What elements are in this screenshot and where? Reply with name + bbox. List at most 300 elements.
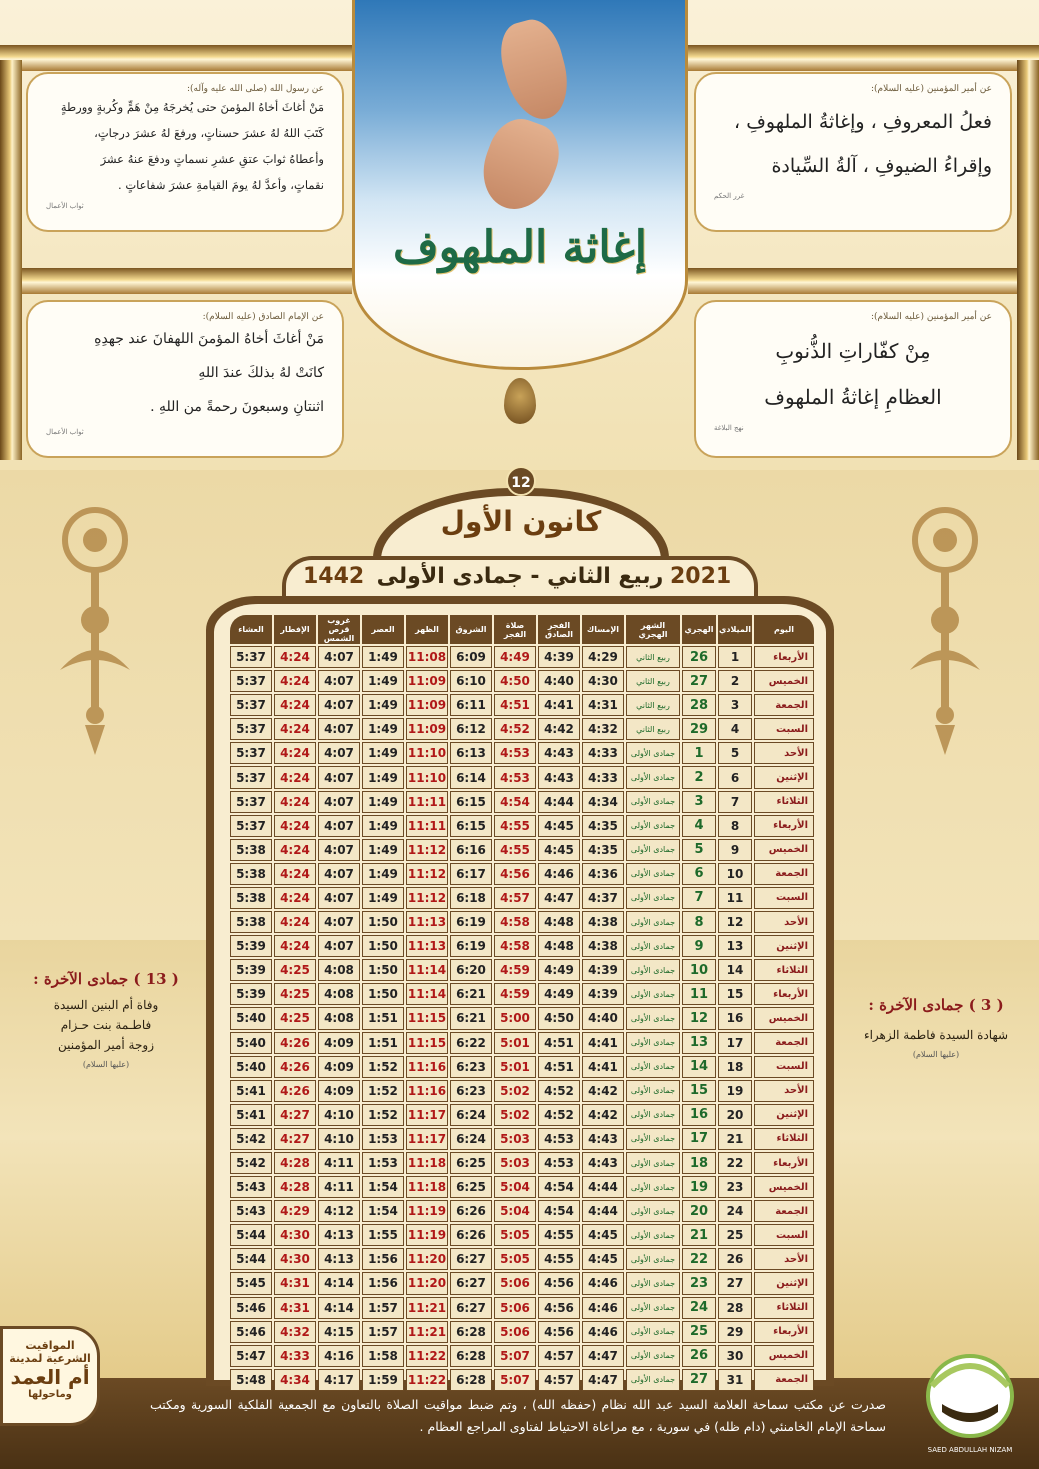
table-cell: 5:39	[230, 959, 272, 981]
table-cell: 22	[682, 1248, 716, 1270]
table-cell: السبت	[754, 1056, 814, 1078]
table-cell: جمادى الأولى	[626, 863, 680, 885]
table-cell: 5:07	[494, 1369, 536, 1391]
table-cell: 11:14	[406, 959, 448, 981]
table-cell: 4:24	[274, 935, 316, 957]
table-cell: 1:57	[362, 1321, 404, 1343]
table-cell: 4:07	[318, 911, 360, 933]
table-cell: 13	[682, 1032, 716, 1054]
table-cell: 4:08	[318, 1007, 360, 1029]
table-cell: جمادى الأولى	[626, 983, 680, 1005]
table-cell: 5:47	[230, 1345, 272, 1367]
note-line: وفاة أم البنين السيدة	[53, 998, 159, 1012]
table-cell: 10	[682, 959, 716, 981]
column-header: العشاء	[230, 615, 272, 644]
table-cell: 4:31	[274, 1297, 316, 1319]
column-header: العصر	[362, 615, 404, 644]
table-cell: 4:31	[274, 1272, 316, 1294]
quote-panel-bottom-left	[26, 300, 344, 458]
table-cell: 1:52	[362, 1056, 404, 1078]
table-cell: 11:10	[406, 742, 448, 764]
column-header: الهجري	[682, 615, 716, 644]
table-cell: جمادى الأولى	[626, 1321, 680, 1343]
table-cell: جمادى الأولى	[626, 766, 680, 788]
table-cell: 29	[682, 718, 716, 740]
table-cell: 5:43	[230, 1176, 272, 1198]
table-cell: 4:55	[494, 839, 536, 861]
column-header: الإفطار	[274, 615, 316, 644]
table-cell: 29	[718, 1321, 752, 1343]
table-cell: جمادى الأولى	[626, 1369, 680, 1391]
table-cell: 4:56	[538, 1321, 580, 1343]
table-cell: 4:57	[538, 1369, 580, 1391]
table-cell: 17	[718, 1032, 752, 1054]
table-cell: 10	[718, 863, 752, 885]
table-cell: 5:40	[230, 1056, 272, 1078]
table-cell: الأحد	[754, 742, 814, 764]
city-box-line: المواقيت	[25, 1339, 75, 1352]
table-cell: 4:46	[582, 1272, 624, 1294]
table-row	[230, 670, 814, 692]
table-cell: الجمعة	[754, 1369, 814, 1391]
table-cell: جمادى الأولى	[626, 1007, 680, 1029]
column-header: الإمساك	[582, 615, 624, 644]
arch-finial-icon	[504, 378, 536, 424]
table-cell: 6:23	[450, 1056, 492, 1078]
quote-source: عن رسول الله (صلى الله عليه وآله):	[186, 84, 324, 94]
table-cell: 4:07	[318, 839, 360, 861]
gold-bar-top-right	[688, 45, 1039, 71]
quote-reference: ثواب الأعمال	[46, 428, 84, 436]
table-cell: 4:39	[582, 959, 624, 981]
table-cell: 27	[682, 1369, 716, 1391]
table-cell: 6:09	[450, 646, 492, 668]
table-cell: 4:53	[538, 1152, 580, 1174]
table-row	[230, 766, 814, 788]
table-cell: 6:10	[450, 670, 492, 692]
table-cell: 24	[718, 1200, 752, 1222]
table-cell: 1:49	[362, 815, 404, 837]
table-cell: الثلاثاء	[754, 1128, 814, 1150]
table-cell: 4:49	[538, 959, 580, 981]
table-cell: 18	[682, 1152, 716, 1174]
note-right	[846, 996, 1026, 1059]
table-cell: 4:26	[274, 1032, 316, 1054]
table-cell: 14	[718, 959, 752, 981]
gold-bar-mid-left	[0, 268, 352, 294]
table-cell: 4:54	[494, 791, 536, 813]
table-cell: 5:46	[230, 1297, 272, 1319]
table-cell: 11:21	[406, 1297, 448, 1319]
column-header: الشهر الهجري	[626, 615, 680, 644]
table-cell: 4:11	[318, 1176, 360, 1198]
table-cell: 6	[718, 766, 752, 788]
table-cell: 11:11	[406, 791, 448, 813]
table-cell: جمادى الأولى	[626, 742, 680, 764]
table-cell: جمادى الأولى	[626, 815, 680, 837]
note-heading: ( 3 ) جمادى الآخرة :	[868, 996, 1004, 1014]
table-cell: 4:41	[538, 694, 580, 716]
table-cell: 4:39	[582, 983, 624, 1005]
table-cell: 5:37	[230, 646, 272, 668]
city-box-line: الشرعية لمدينة	[9, 1352, 91, 1365]
table-cell: 6:12	[450, 718, 492, 740]
table-cell: 11:16	[406, 1056, 448, 1078]
table-cell: 4:24	[274, 911, 316, 933]
table-cell: 5:37	[230, 766, 272, 788]
table-cell: 5:03	[494, 1128, 536, 1150]
table-cell: 12	[682, 1007, 716, 1029]
table-cell: 5:37	[230, 718, 272, 740]
table-cell: 6:28	[450, 1321, 492, 1343]
table-cell: 4:57	[494, 887, 536, 909]
table-row	[230, 1248, 814, 1270]
note-line: شهادة السيدة فاطمة الزهراء	[863, 1028, 1009, 1042]
table-cell: الخميس	[754, 1007, 814, 1029]
table-cell: 1:49	[362, 863, 404, 885]
quote-line: اثنتانِ وسبعونَ رحمةً من اللهِ .	[150, 399, 324, 415]
table-cell: ربيع الثاني	[626, 646, 680, 668]
table-row	[230, 1200, 814, 1222]
table-cell: 11:19	[406, 1200, 448, 1222]
table-cell: 4:40	[538, 670, 580, 692]
prayer-times-table	[228, 613, 816, 1393]
table-cell: 8	[718, 815, 752, 837]
table-cell: 3	[682, 791, 716, 813]
table-cell: 6:19	[450, 911, 492, 933]
table-cell: 1:53	[362, 1152, 404, 1174]
table-cell: 1:55	[362, 1224, 404, 1246]
table-cell: جمادى الأولى	[626, 911, 680, 933]
table-cell: 11:18	[406, 1176, 448, 1198]
table-cell: 2	[718, 670, 752, 692]
table-cell: 4:49	[538, 983, 580, 1005]
table-cell: 26	[682, 646, 716, 668]
table-cell: 5:39	[230, 983, 272, 1005]
table-cell: 6:21	[450, 1007, 492, 1029]
table-cell: 5:38	[230, 887, 272, 909]
table-cell: 5:46	[230, 1321, 272, 1343]
quote-line: كَتَبَ اللهُ لهُ عشرَ حسناتٍ، ورفعَ لهُ عشرَ درجاتٍ،	[94, 126, 324, 140]
table-cell: 6:26	[450, 1224, 492, 1246]
table-cell: الإثنين	[754, 766, 814, 788]
table-cell: ربيع الثاني	[626, 718, 680, 740]
month-name: كانون الأول	[440, 505, 602, 538]
table-cell: 9	[682, 935, 716, 957]
table-cell: الجمعة	[754, 1032, 814, 1054]
table-cell: 7	[718, 791, 752, 813]
table-cell: الجمعة	[754, 1200, 814, 1222]
table-cell: 1:51	[362, 1007, 404, 1029]
table-cell: 4:10	[318, 1104, 360, 1126]
table-cell: 1:49	[362, 839, 404, 861]
table-cell: 4:55	[494, 815, 536, 837]
table-cell: 5:40	[230, 1007, 272, 1029]
table-cell: 4	[718, 718, 752, 740]
table-cell: 5:43	[230, 1200, 272, 1222]
column-header: الميلادي	[718, 615, 752, 644]
table-cell: 4:25	[274, 959, 316, 981]
column-header: صلاة الفجر	[494, 615, 536, 644]
column-header: الفجر الصادق	[538, 615, 580, 644]
table-row	[230, 1032, 814, 1054]
table-cell: 4:28	[274, 1152, 316, 1174]
gold-post-right	[1017, 60, 1039, 460]
table-cell: 4:55	[538, 1224, 580, 1246]
table-cell: 4:26	[274, 1080, 316, 1102]
table-row	[230, 742, 814, 764]
table-cell: 28	[682, 694, 716, 716]
table-cell: 1:49	[362, 766, 404, 788]
table-cell: 5:02	[494, 1104, 536, 1126]
table-cell: 4:07	[318, 887, 360, 909]
quote-line: مَنْ أغاثَ أخاهُ المؤمنَ اللهفانَ عند جهدِهِ	[94, 331, 324, 347]
table-cell: 11:08	[406, 646, 448, 668]
table-row	[230, 1272, 814, 1294]
office-logo-icon	[920, 1346, 1020, 1458]
table-cell: 24	[682, 1297, 716, 1319]
table-cell: 1:54	[362, 1200, 404, 1222]
table-row	[230, 1104, 814, 1126]
table-cell: 11:09	[406, 718, 448, 740]
table-cell: 4:44	[538, 791, 580, 813]
table-cell: 4:33	[582, 742, 624, 764]
table-cell: 1:49	[362, 791, 404, 813]
table-cell: 6:26	[450, 1200, 492, 1222]
table-cell: الأحد	[754, 1080, 814, 1102]
table-cell: 4:51	[538, 1032, 580, 1054]
quote-panel-top-left	[26, 72, 344, 232]
table-cell: 16	[682, 1104, 716, 1126]
table-cell: 5:06	[494, 1297, 536, 1319]
table-cell: 4:07	[318, 742, 360, 764]
table-cell: 4:57	[538, 1345, 580, 1367]
table-cell: 5:06	[494, 1272, 536, 1294]
table-cell: 4:08	[318, 983, 360, 1005]
table-row	[230, 1176, 814, 1198]
table-cell: 11:14	[406, 983, 448, 1005]
table-cell: 4:14	[318, 1272, 360, 1294]
table-cell: جمادى الأولى	[626, 1248, 680, 1270]
table-cell: 4:24	[274, 791, 316, 813]
table-row	[230, 694, 814, 716]
table-cell: 4	[682, 815, 716, 837]
table-cell: 1:49	[362, 742, 404, 764]
city-name: أم العمد	[10, 1365, 90, 1389]
table-cell: 4:38	[582, 911, 624, 933]
table-cell: 4:46	[582, 1297, 624, 1319]
table-cell: 5:41	[230, 1104, 272, 1126]
table-cell: 4:27	[274, 1128, 316, 1150]
table-cell: 5:48	[230, 1369, 272, 1391]
table-cell: 8	[682, 911, 716, 933]
table-row	[230, 791, 814, 813]
table-cell: جمادى الأولى	[626, 1272, 680, 1294]
quote-source: عن أمير المؤمنين (عليه السلام):	[870, 312, 992, 322]
table-cell: 21	[682, 1224, 716, 1246]
table-cell: 4:43	[538, 766, 580, 788]
table-cell: 1:49	[362, 646, 404, 668]
table-cell: 7	[682, 887, 716, 909]
quote-panel-top-right	[694, 72, 1012, 232]
table-cell: 6:27	[450, 1297, 492, 1319]
table-cell: 4:31	[582, 694, 624, 716]
page-title: إغاثة الملهوف	[392, 222, 648, 273]
table-cell: 11:12	[406, 863, 448, 885]
table-cell: الأربعاء	[754, 1321, 814, 1343]
table-cell: جمادى الأولى	[626, 1152, 680, 1174]
table-cell: 11	[718, 887, 752, 909]
table-cell: 25	[718, 1224, 752, 1246]
table-row	[230, 1297, 814, 1319]
reaching-hand-icon	[493, 14, 577, 126]
table-cell: 5:01	[494, 1032, 536, 1054]
table-cell: 4:24	[274, 670, 316, 692]
table-cell: السبت	[754, 887, 814, 909]
table-cell: 4:24	[274, 815, 316, 837]
table-cell: 4:53	[494, 742, 536, 764]
table-cell: 4:44	[582, 1176, 624, 1198]
table-cell: 4:37	[582, 887, 624, 909]
table-cell: 4:51	[494, 694, 536, 716]
table-cell: 11:20	[406, 1248, 448, 1270]
table-cell: 6:14	[450, 766, 492, 788]
table-cell: 4:59	[494, 983, 536, 1005]
table-cell: 4:35	[582, 839, 624, 861]
table-cell: 1:53	[362, 1128, 404, 1150]
table-cell: 20	[682, 1200, 716, 1222]
table-cell: 6:21	[450, 983, 492, 1005]
table-cell: 12	[718, 911, 752, 933]
table-cell: 6:11	[450, 694, 492, 716]
table-cell: 5:37	[230, 815, 272, 837]
table-cell: 11:17	[406, 1104, 448, 1126]
table-cell: جمادى الأولى	[626, 1128, 680, 1150]
table-cell: 6:27	[450, 1272, 492, 1294]
table-cell: 6:25	[450, 1176, 492, 1198]
table-cell: 4:09	[318, 1080, 360, 1102]
table-cell: 4:46	[582, 1321, 624, 1343]
table-cell: 4:09	[318, 1056, 360, 1078]
city-box	[0, 1326, 100, 1426]
table-cell: 4:45	[538, 839, 580, 861]
table-cell: 15	[682, 1080, 716, 1102]
table-cell: 4:36	[582, 863, 624, 885]
table-cell: 4:35	[582, 815, 624, 837]
table-cell: جمادى الأولى	[626, 1056, 680, 1078]
table-cell: 22	[718, 1152, 752, 1174]
table-cell: جمادى الأولى	[626, 887, 680, 909]
table-cell: الخميس	[754, 1176, 814, 1198]
table-cell: 4:39	[538, 646, 580, 668]
gregorian-year: 2021	[670, 564, 732, 589]
table-cell: 4:24	[274, 766, 316, 788]
table-cell: 4:55	[538, 1248, 580, 1270]
table-cell: 4:12	[318, 1200, 360, 1222]
table-cell: 6:15	[450, 815, 492, 837]
table-cell: 5:42	[230, 1152, 272, 1174]
table-cell: 1:49	[362, 887, 404, 909]
month-number-badge: 12	[506, 466, 536, 496]
note-heading: ( 13 ) جمادى الآخرة :	[33, 970, 179, 988]
table-cell: 1:59	[362, 1369, 404, 1391]
column-header: الشروق	[450, 615, 492, 644]
note-sub: (عليها السلام)	[912, 1050, 960, 1059]
table-cell: جمادى الأولى	[626, 791, 680, 813]
table-cell: 5:05	[494, 1224, 536, 1246]
table-cell: 20	[718, 1104, 752, 1126]
table-cell: 19	[718, 1080, 752, 1102]
table-cell: 4:25	[274, 1007, 316, 1029]
table-cell: 4:33	[274, 1345, 316, 1367]
table-cell: جمادى الأولى	[626, 839, 680, 861]
table-cell: 5:37	[230, 791, 272, 813]
table-cell: 5:38	[230, 911, 272, 933]
table-cell: 4:41	[582, 1032, 624, 1054]
table-cell: 4:46	[538, 863, 580, 885]
table-cell: 4:13	[318, 1224, 360, 1246]
table-cell: 11:09	[406, 670, 448, 692]
table-row	[230, 718, 814, 740]
table-cell: 4:45	[538, 815, 580, 837]
header-arch	[352, 0, 688, 370]
table-cell: 4:17	[318, 1369, 360, 1391]
table-cell: 27	[682, 670, 716, 692]
table-body	[230, 646, 814, 1391]
table-cell: 4:47	[582, 1369, 624, 1391]
table-cell: 4:43	[538, 742, 580, 764]
table-cell: 5:38	[230, 863, 272, 885]
table-cell: الأربعاء	[754, 646, 814, 668]
table-cell: 11:22	[406, 1369, 448, 1391]
table-cell: 1:56	[362, 1272, 404, 1294]
table-cell: 2	[682, 766, 716, 788]
table-cell: 5:39	[230, 935, 272, 957]
table-cell: 1:49	[362, 694, 404, 716]
table-cell: 1	[718, 646, 752, 668]
quote-source: عن أمير المؤمنين (عليه السلام):	[870, 84, 992, 94]
column-header: غروب قرص الشمس	[318, 615, 360, 644]
note-sub: (عليها السلام)	[82, 1060, 130, 1069]
quote-line: فعلُ المعروفِ ، وإغاثةُ الملهوفِ ،	[734, 111, 992, 133]
table-cell: 5:45	[230, 1272, 272, 1294]
table-cell: 1:49	[362, 670, 404, 692]
table-cell: 4:52	[538, 1080, 580, 1102]
table-cell: 31	[718, 1369, 752, 1391]
table-cell: 4:24	[274, 646, 316, 668]
table-cell: 6:24	[450, 1128, 492, 1150]
quote-line: وأعطاهُ ثوابَ عتقِ عشرِ نسماتٍ ودفعَ عنهُ عشرَ	[100, 152, 324, 166]
table-cell: 4:07	[318, 935, 360, 957]
ornament-left-icon	[40, 500, 150, 760]
table-cell: 30	[718, 1345, 752, 1367]
table-cell: الخميس	[754, 1345, 814, 1367]
table-cell: 5:02	[494, 1080, 536, 1102]
table-cell: الخميس	[754, 839, 814, 861]
table-cell: 1:54	[362, 1176, 404, 1198]
table-cell: الثلاثاء	[754, 791, 814, 813]
table-row	[230, 1321, 814, 1343]
table-cell: 6:19	[450, 935, 492, 957]
table-cell: 26	[718, 1248, 752, 1270]
table-cell: 4:48	[538, 911, 580, 933]
table-cell: الأحد	[754, 911, 814, 933]
table-cell: 4:50	[494, 670, 536, 692]
table-cell: 4:15	[318, 1321, 360, 1343]
table-cell: 21	[718, 1128, 752, 1150]
table-header-row	[230, 615, 814, 644]
table-cell: 11:16	[406, 1080, 448, 1102]
